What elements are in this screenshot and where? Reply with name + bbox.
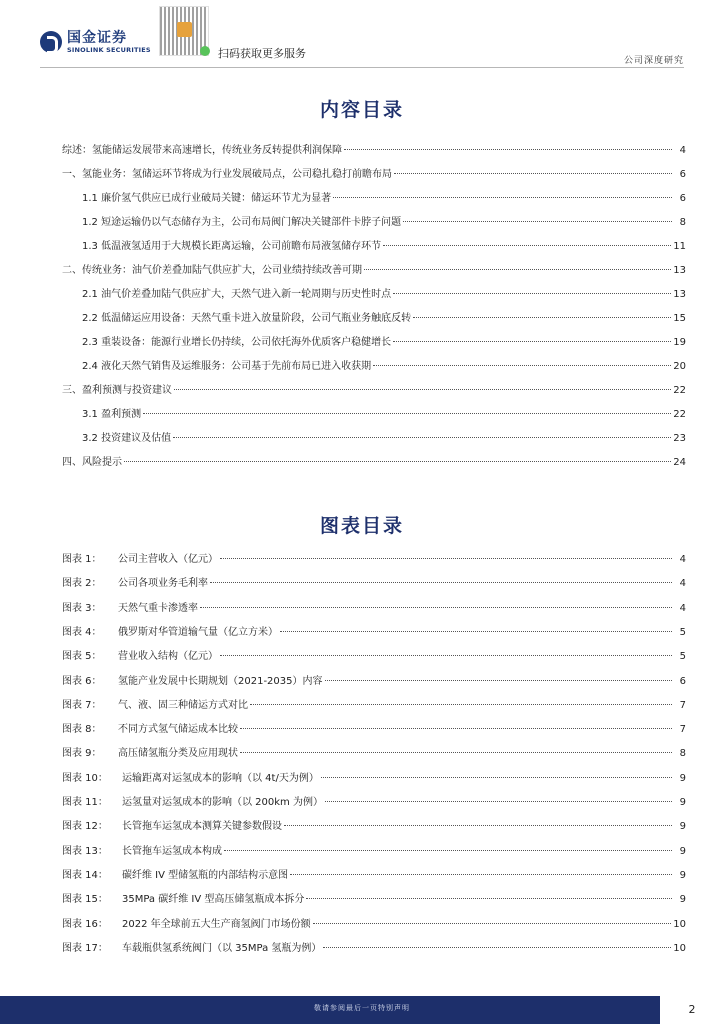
toc-entry[interactable] (82, 408, 686, 422)
figure-caption: 公司各项业务毛利率 (118, 578, 208, 590)
dot-leader (373, 365, 671, 366)
dot-leader (323, 947, 671, 948)
dot-leader (284, 825, 672, 826)
figure-page: 9 (679, 797, 686, 808)
toc-entry-page: 6 (679, 169, 686, 180)
toc-entry[interactable] (62, 264, 686, 278)
dot-leader (394, 173, 672, 174)
figure-entry[interactable] (62, 942, 686, 956)
figure-number: 图表 10： (62, 772, 108, 784)
toc-entry-label: 3.2 投资建议及估值 (82, 433, 172, 444)
dot-leader (321, 777, 672, 778)
dot-leader (174, 389, 671, 390)
dot-leader (290, 874, 672, 875)
company-logo (40, 30, 151, 54)
toc-entry-page: 24 (673, 457, 686, 468)
toc-entry[interactable] (82, 312, 686, 326)
dot-leader (383, 245, 671, 246)
figure-number: 图表 1： (62, 554, 102, 565)
toc-entry-label: 四、风险提示 (62, 457, 122, 468)
toc-entry-label: 1.2 短途运输仍以气态储存为主，公司布局阀门解决关键部件卡脖子问题 (82, 217, 402, 228)
dot-leader (143, 413, 671, 414)
figure-entry[interactable] (62, 772, 686, 786)
toc-entry-page: 22 (673, 385, 686, 396)
dot-leader (313, 923, 672, 924)
figure-number: 图表 3： (62, 602, 102, 614)
figure-page: 9 (679, 845, 686, 857)
page-header (0, 0, 724, 70)
figure-entry[interactable] (62, 845, 686, 859)
wechat-mini-icon (200, 46, 210, 56)
figure-page: 10 (673, 918, 686, 930)
toc-entry[interactable] (82, 336, 686, 350)
figure-entry[interactable] (62, 626, 686, 640)
dot-leader (403, 221, 672, 222)
figure-entry[interactable] (62, 747, 686, 761)
toc-entry-label: 二、传统业务：油气价差叠加陆气供应扩大，公司业绩持续改善可期 (62, 265, 362, 276)
toc-entry[interactable] (82, 216, 686, 230)
figure-caption: 气、液、固三种储运方式对比 (118, 699, 248, 711)
figure-number: 图表 12： (62, 821, 108, 833)
figure-entry[interactable] (62, 602, 686, 616)
dot-leader (306, 898, 672, 899)
toc-entry-page: 4 (679, 145, 686, 156)
figure-entry[interactable] (62, 796, 686, 810)
toc-entry[interactable] (82, 288, 686, 302)
figure-number: 图表 7： (62, 699, 102, 711)
figure-page: 9 (679, 869, 686, 881)
figure-page: 7 (679, 699, 686, 711)
figure-page: 4 (679, 602, 686, 614)
figure-entry[interactable] (62, 553, 686, 567)
figure-caption: 公司主营收入（亿元） (118, 554, 218, 565)
toc-entry[interactable] (62, 168, 686, 182)
figure-page: 9 (679, 772, 686, 784)
toc-entry-label: 一、氢能业务：氢储运环节将成为行业发展破局点，公司稳扎稳打前瞻布局 (62, 169, 392, 180)
figure-caption: 35MPa 碳纤维 IV 型高压储氢瓶成本拆分 (122, 894, 305, 906)
figure-entry[interactable] (62, 699, 686, 713)
toc-entry-page: 13 (673, 265, 686, 276)
toc-entry[interactable] (82, 192, 686, 206)
footer-disclaimer: 敬请参阅最后一页特别声明 (314, 1004, 410, 1012)
figure-number: 图表 6： (62, 675, 102, 687)
dot-leader (173, 437, 671, 438)
dot-leader (250, 704, 672, 705)
figure-number: 图表 8： (62, 724, 102, 736)
figure-page: 7 (679, 724, 686, 736)
toc-entry-label: 1.1 廉价氢气供应已成行业破局关键：储运环节尤为显著 (82, 193, 332, 204)
dot-leader (210, 582, 672, 583)
figure-caption: 氢能产业发展中长期规划（2021-2035）内容 (118, 675, 323, 687)
toc-entry[interactable] (82, 360, 686, 374)
figure-page: 8 (679, 748, 686, 760)
figure-caption: 运氢量对运氢成本的影响（以 200km 为例） (122, 797, 323, 808)
figure-number: 图表 16： (62, 918, 108, 930)
logo-name-cn: 国金证券 (67, 30, 127, 46)
figure-number: 图表 15： (62, 894, 108, 906)
logo-icon (40, 31, 62, 53)
page-number: 2 (660, 996, 724, 1024)
document-type-label: 公司深度研究 (623, 56, 684, 66)
dot-leader (364, 269, 671, 270)
dot-leader (280, 631, 672, 632)
figure-page: 5 (679, 626, 686, 638)
figure-page: 9 (679, 894, 686, 906)
figure-caption: 天然气重卡渗透率 (118, 602, 198, 614)
figure-number: 图表 14： (62, 869, 108, 881)
figure-entry[interactable] (62, 820, 686, 834)
dot-leader (413, 317, 671, 318)
figure-entry[interactable] (62, 577, 686, 591)
figure-entry[interactable] (62, 893, 686, 907)
figure-page: 9 (679, 821, 686, 833)
dot-leader (220, 558, 672, 559)
dot-leader (240, 752, 672, 753)
figure-number: 图表 5： (62, 651, 102, 663)
figure-caption: 碳纤维 IV 型储氢瓶的内部结构示意图 (122, 869, 289, 881)
toc-entry-page: 20 (673, 361, 686, 372)
toc-entry-page: 11 (673, 241, 686, 252)
toc-entry-page: 19 (673, 337, 686, 348)
dot-leader (333, 197, 672, 198)
toc-entry-label: 2.1 油气价差叠加陆气供应扩大，天然气进入新一轮周期与历史性时点 (82, 289, 392, 300)
figure-page: 4 (679, 578, 686, 590)
figure-page: 4 (679, 554, 686, 565)
toc-entry-page: 23 (673, 433, 686, 444)
dot-leader (325, 680, 672, 681)
page-footer (0, 996, 724, 1024)
toc-entry-label: 3.1 盈利预测 (82, 409, 142, 420)
figure-page: 10 (673, 942, 686, 954)
dot-leader (325, 801, 672, 802)
figure-number: 图表 2： (62, 578, 102, 590)
figure-list-title: 图表目录 (319, 515, 404, 537)
figure-caption: 2022 年全球前五大生产商氢阀门市场份额 (122, 918, 311, 930)
figure-caption: 不同方式氢气储运成本比较 (118, 724, 238, 736)
figure-caption: 俄罗斯对华管道输气量（亿立方米） (118, 626, 278, 638)
toc-entry-label: 1.3 低温液氢适用于大规模长距离运输，公司前瞻布局液氢储存环节 (82, 241, 382, 252)
dot-leader (240, 728, 672, 729)
figure-number: 图表 11： (62, 797, 108, 808)
figure-entry[interactable] (62, 650, 686, 664)
scan-prompt: 扫码获取更多服务 (218, 47, 306, 60)
figure-page: 5 (679, 651, 686, 663)
figure-page: 6 (679, 675, 686, 687)
toc-entry[interactable] (82, 240, 686, 254)
dot-leader (124, 461, 671, 462)
toc-entry-page: 6 (679, 193, 686, 204)
figure-caption: 车载瓶供氢系统阀门（以 35MPa 氢瓶为例） (122, 942, 322, 954)
toc-entry-label: 综述：氢能储运发展带来高速增长，传统业务反转提供利润保障 (62, 145, 342, 156)
toc-entry-page: 13 (673, 289, 686, 300)
dot-leader (393, 293, 671, 294)
figure-number: 图表 13： (62, 845, 108, 857)
figure-entry[interactable] (62, 675, 686, 689)
dot-leader (344, 149, 672, 150)
toc-entry-label: 2.2 低温储运应用设备：天然气重卡进入放量阶段，公司气瓶业务触底反转 (82, 313, 412, 324)
dot-leader (224, 850, 672, 851)
figure-caption: 长管拖车运氢成本构成 (122, 845, 222, 857)
toc-entry[interactable] (62, 144, 686, 158)
dot-leader (220, 655, 672, 656)
figure-entry[interactable] (62, 869, 686, 883)
toc-title: 内容目录 (319, 99, 404, 121)
figure-number: 图表 9： (62, 748, 102, 760)
figure-number: 图表 4： (62, 626, 102, 638)
toc-entry[interactable] (62, 384, 686, 398)
figure-caption: 高压储氢瓶分类及应用现状 (118, 748, 238, 760)
header-divider (40, 67, 684, 68)
toc-entry[interactable] (82, 432, 686, 446)
toc-entry-label: 三、盈利预测与投资建议 (62, 385, 172, 396)
toc-entry-page: 8 (679, 217, 686, 228)
toc-entry-page: 22 (673, 409, 686, 420)
dot-leader (393, 341, 671, 342)
figure-caption: 营业收入结构（亿元） (118, 651, 218, 663)
figure-caption: 长管拖车运氢成本测算关键参数假设 (122, 821, 282, 833)
toc-entry-label: 2.4 液化天然气销售及运维服务：公司基于先前布局已进入收获期 (82, 361, 372, 372)
dot-leader (200, 607, 672, 608)
toc-entry-page: 15 (673, 313, 686, 324)
figure-entry[interactable] (62, 723, 686, 737)
figure-entry[interactable] (62, 918, 686, 932)
toc-entry-label: 2.3 重装设备：能源行业增长仍持续，公司依托海外优质客户稳健增长 (82, 337, 392, 348)
toc-entry[interactable] (62, 456, 686, 470)
figure-number: 图表 17： (62, 942, 108, 954)
figure-caption: 运输距离对运氢成本的影响（以 4t/天为例） (122, 772, 319, 784)
qr-center-badge-icon (177, 22, 192, 37)
logo-name-en: SINOLINK SECURITIES (67, 46, 151, 54)
